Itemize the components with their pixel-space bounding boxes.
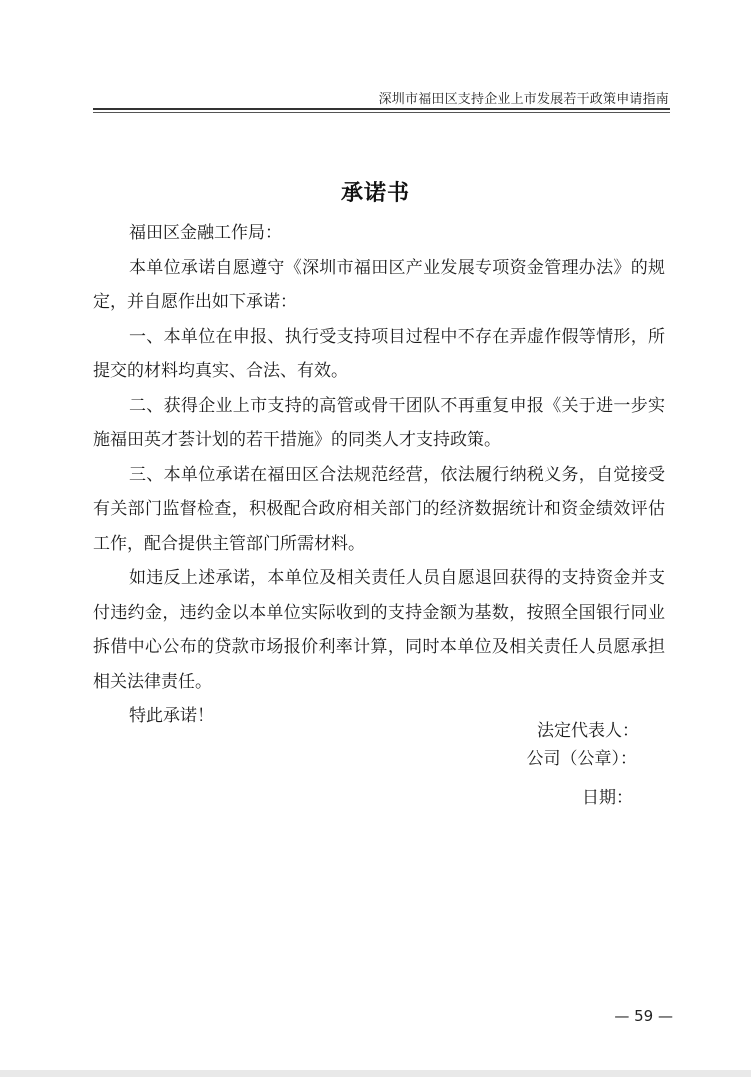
document-title: 承诺书 xyxy=(340,181,410,206)
paragraph-commitment-1: 一、本单位在申报、执行受支持项目过程中不存在弄虚作假等情形，所提交的材料均真实、合法、有效。 xyxy=(93,326,665,381)
page-bottom-edge xyxy=(0,1070,751,1077)
paragraph-intro: 本单位承诺自愿遵守《深圳市福田区产业发展专项资金管理办法》的规定，并自愿作出如下承诺： xyxy=(93,257,665,312)
paragraph-closing: 特此承诺！ xyxy=(129,706,214,726)
paragraph-violation: 如违反上述承诺，本单位及相关责任人员自愿退回获得的支持资金并支付违约金，违约金以本单位实际收到的支持金额为基数，按照全国银行同业拆借中心公布的贷款市场报价利率计算，同时本单位及相关责任人员愿承担相关法律责任。 xyxy=(93,568,665,692)
signature-legal-representative: 法定代表人： xyxy=(537,721,639,741)
salutation: 福田区金融工作局： xyxy=(129,223,282,243)
paragraph-commitment-2: 二、获得企业上市支持的高管或骨干团队不再重复申报《关于进一步实施福田英才荟计划的若干措施》的同类人才支持政策。 xyxy=(93,395,665,450)
running-header: 深圳市福田区支持企业上市发展若干政策申请指南 xyxy=(378,92,669,107)
signature-date: 日期： xyxy=(582,788,633,808)
page-number: — 59 — xyxy=(614,1007,673,1025)
document-body xyxy=(93,216,665,734)
header-rule-secondary xyxy=(93,112,670,113)
paragraph-commitment-3: 三、本单位承诺在福田区合法规范经营，依法履行纳税义务，自觉接受有关部门监督检查，积极配合政府相关部门的经济数据统计和资金绩效评估工作，配合提供主管部门所需材料。 xyxy=(93,464,665,554)
header-rule xyxy=(93,108,670,110)
signature-company-seal: 公司（公章）： xyxy=(526,749,637,769)
